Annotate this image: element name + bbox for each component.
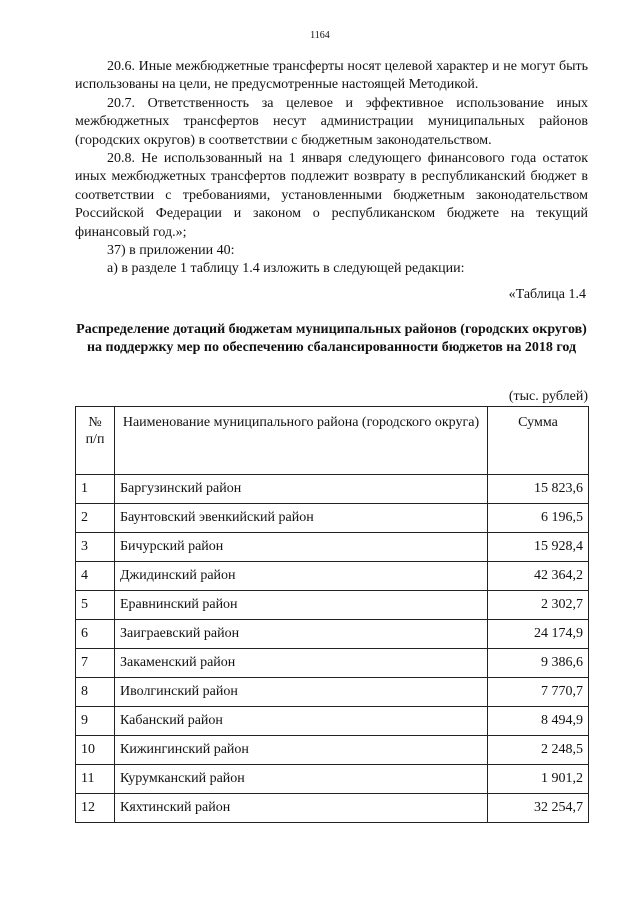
row-sum: 42 364,2: [488, 562, 589, 591]
row-number: 8: [76, 678, 115, 707]
row-sum: 15 928,4: [488, 533, 589, 562]
row-number: 2: [76, 504, 115, 533]
table-row: [76, 591, 589, 620]
table-row: [76, 475, 589, 504]
page-number: 1164: [310, 30, 330, 41]
row-name: Закаменский район: [115, 649, 488, 678]
row-name: Еравнинский район: [115, 591, 488, 620]
row-number: 3: [76, 533, 115, 562]
header-number: № п/п: [76, 407, 115, 475]
table-row: [76, 649, 589, 678]
row-sum: 15 823,6: [488, 475, 589, 504]
table-heading: Распределение дотаций бюджетам муниципальных районов (городских округов) на поддержку мер по обеспечению сбалансированности бюджетов на 2018 год: [76, 322, 587, 356]
row-sum: 1 901,2: [488, 765, 589, 794]
row-name: Баргузинский район: [115, 475, 488, 504]
distribution-table: [75, 406, 589, 823]
row-number: 6: [76, 620, 115, 649]
table-row: [76, 504, 589, 533]
row-name: Кижингинский район: [115, 736, 488, 765]
body-text: [75, 58, 588, 279]
table-row: [76, 678, 589, 707]
row-number: 11: [76, 765, 115, 794]
paragraph-item-37: 37) в приложении 40:: [107, 243, 235, 259]
row-sum: 9 386,6: [488, 649, 589, 678]
header-name: Наименование муниципального района (городского округа): [115, 407, 488, 475]
table-row: [76, 765, 589, 794]
row-number: 9: [76, 707, 115, 736]
table-row: [76, 620, 589, 649]
row-sum: 6 196,5: [488, 504, 589, 533]
table-row: [76, 736, 589, 765]
row-sum: 2 248,5: [488, 736, 589, 765]
row-name: Бичурский район: [115, 533, 488, 562]
row-name: Заиграевский район: [115, 620, 488, 649]
row-sum: 8 494,9: [488, 707, 589, 736]
row-name: Иволгинский район: [115, 678, 488, 707]
header-sum: Сумма: [488, 407, 589, 475]
row-number: 1: [76, 475, 115, 504]
table-row: [76, 707, 589, 736]
table-row: [76, 533, 589, 562]
table-reference: «Таблица 1.4: [508, 287, 586, 302]
table-header-row: [76, 407, 589, 475]
row-sum: 32 254,7: [488, 794, 589, 823]
row-name: Кяхтинский район: [115, 794, 488, 823]
paragraph-item-a: а) в разделе 1 таблицу 1.4 изложить в следующей редакции:: [107, 261, 465, 277]
row-number: 10: [76, 736, 115, 765]
table-row: [76, 562, 589, 591]
row-name: Баунтовский эвенкийский район: [115, 504, 488, 533]
units-label: (тыс. рублей): [508, 389, 588, 404]
row-number: 4: [76, 562, 115, 591]
row-sum: 7 770,7: [488, 678, 589, 707]
paragraph-20-7: 20.7. Ответственность за целевое и эффективное использование иных межбюджетных трансфертов несут администрации муниципальных районов (городских округов) в соответствии с бюджетным законодательством.: [75, 95, 588, 148]
paragraph-20-6: 20.6. Иные межбюджетные трансферты носят целевой характер и не могут быть использованы на цели, не предусмотренные настоящей Методикой.: [75, 59, 588, 93]
row-sum: 2 302,7: [488, 591, 589, 620]
row-number: 12: [76, 794, 115, 823]
row-number: 7: [76, 649, 115, 678]
row-number: 5: [76, 591, 115, 620]
row-name: Джидинский район: [115, 562, 488, 591]
row-name: Курумканский район: [115, 765, 488, 794]
table-row: [76, 794, 589, 823]
row-name: Кабанский район: [115, 707, 488, 736]
paragraph-20-8: 20.8. Не использованный на 1 января следующего финансового года остаток иных межбюджетных трансфертов подлежит возврату в республиканский бюджет в соответствии с требованиями, установленными бюджетным законодательством Российской Федерации и законом о республиканском бюджете на текущий финансовый год.»;: [75, 151, 588, 240]
row-sum: 24 174,9: [488, 620, 589, 649]
